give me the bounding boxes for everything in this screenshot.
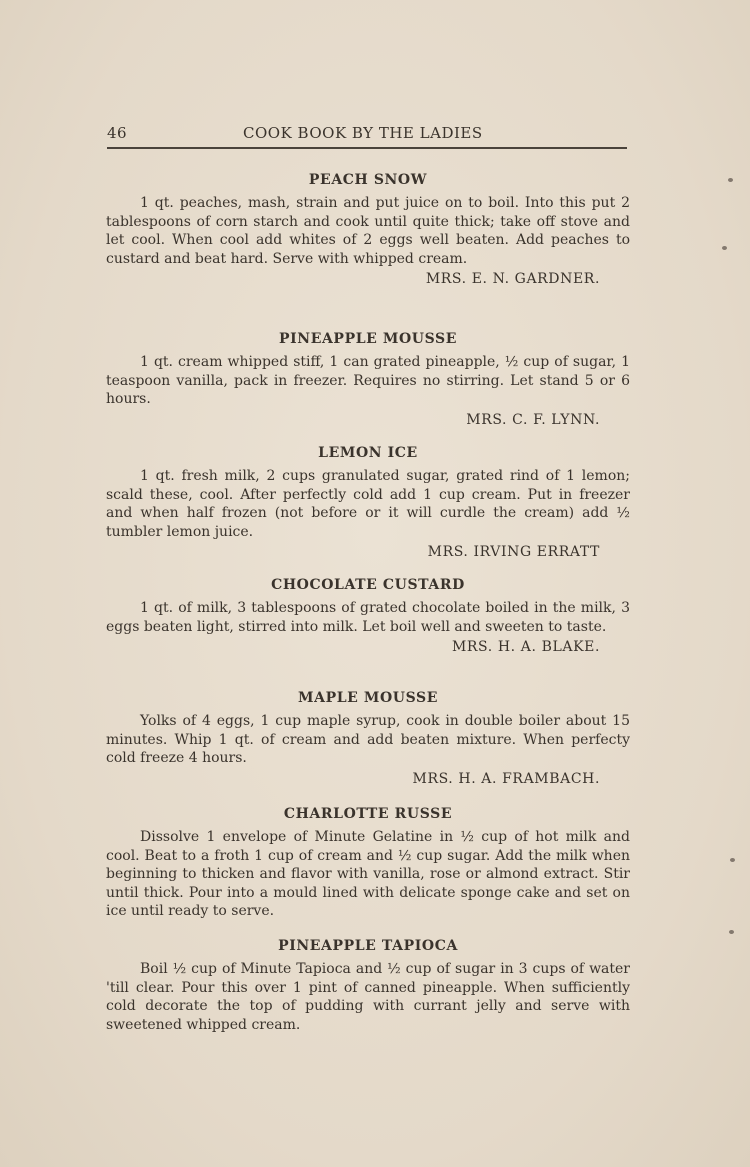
- recipe-title: CHARLOTTE RUSSE: [283, 806, 453, 822]
- recipe-pineapple-tapioca: [106, 938, 630, 1034]
- recipe-body: 1 qt. fresh milk, 2 cups granulated sugar, grated rind of 1 lemon; scald these, cool. After perfectly cold add 1 cup cream. Put in freezer and when half frozen (not before or it will curdle the cream) add ½ tumbler lemon juice.: [106, 468, 630, 540]
- recipe-author: MRS. C. F. LYNN.: [466, 411, 600, 428]
- recipe-author: MRS. H. A. BLAKE.: [451, 639, 600, 655]
- recipe-body: Dissolve 1 envelope of Minute Gelatine in ½ cup of hot milk and cool. Beat to a froth 1 cup of cream and ½ cup sugar. Add the milk when beginning to thicken and flavor with vanilla, rose or almond extract. Stir until thick. Pour into a mould lined with delicate sponge cake and set on ice until ready to serve.: [106, 829, 630, 919]
- recipe-lemon-ice: [106, 445, 630, 560]
- recipe-peach-snow: [106, 172, 630, 287]
- speck: [730, 858, 735, 862]
- recipe-body: Boil ½ cup of Minute Tapioca and ½ cup of sugar in 3 cups of water 'till clear. Pour this over 1 pint of canned pineapple. When sufficiently cold decorate the top of pudding with currant jelly and serve with sweetened whipped cream.: [106, 961, 630, 1033]
- recipe-author: MRS. E. N. GARDNER.: [425, 271, 600, 287]
- recipe-body: Yolks of 4 eggs, 1 cup maple syrup, cook in double boiler about 15 minutes. Whip 1 qt. of cream and add beaten mixture. When perfecty cold freeze 4 hours.: [106, 713, 630, 766]
- running-head: COOK BOOK BY THE LADIES: [243, 124, 483, 142]
- recipe-charlotte-russe: [106, 806, 630, 921]
- recipe-title: LEMON ICE: [318, 445, 418, 461]
- recipe-title: PEACH SNOW: [308, 172, 428, 188]
- recipe-title: CHOCOLATE CUSTARD: [271, 577, 465, 593]
- recipe-chocolate-custard: [106, 577, 630, 655]
- recipe-maple-mousse: [106, 690, 630, 787]
- recipe-pineapple-mousse: [106, 331, 630, 428]
- recipe-body: 1 qt. peaches, mash, strain and put juice on to boil. Into this put 2 tablespoons of corn starch and cook until quite thick; take off stove and let cool. When cool add whites of 2 eggs well beaten. Add peaches to custard and beat hard. Serve with whipped cream.: [106, 195, 630, 267]
- page-header: [107, 124, 627, 148]
- page-number: 46: [107, 124, 128, 142]
- speck: [728, 178, 733, 182]
- header-rule: [107, 147, 627, 149]
- speck: [722, 246, 727, 250]
- recipe-author: MRS. H. A. FRAMBACH.: [412, 770, 600, 787]
- speck: [729, 930, 734, 934]
- recipe-body: 1 qt. cream whipped stiff, 1 can grated pineapple, ½ cup of sugar, 1 teaspoon vanilla, pack in freezer. Requires no stirring. Let stand 5 or 6 hours.: [106, 354, 630, 407]
- recipe-title: MAPLE MOUSSE: [298, 690, 438, 706]
- recipe-title: PINEAPPLE MOUSSE: [279, 331, 457, 347]
- recipe-author: MRS. IRVING ERRATT: [427, 544, 600, 560]
- recipe-title: PINEAPPLE TAPIOCA: [278, 938, 458, 954]
- recipe-body: 1 qt. of milk, 3 tablespoons of grated chocolate boiled in the milk, 3 eggs beaten light, stirred into milk. Let boil well and sweeten to taste.: [106, 600, 630, 635]
